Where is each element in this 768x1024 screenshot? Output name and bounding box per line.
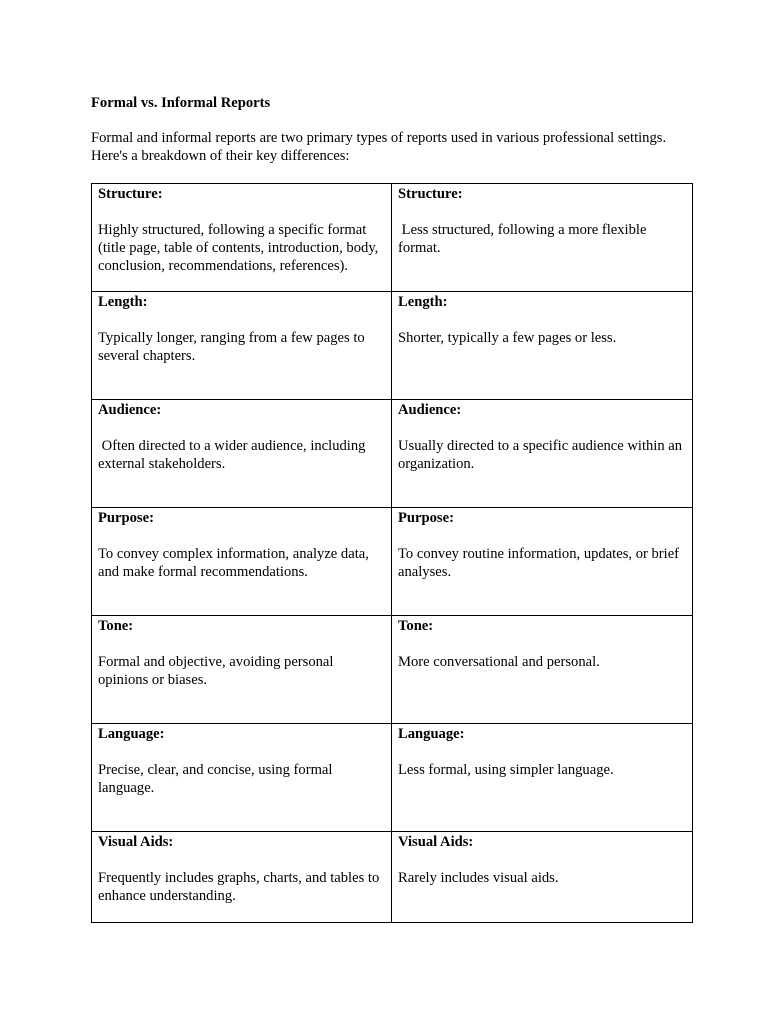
cell-heading: Purpose: bbox=[398, 510, 454, 526]
intro-paragraph: Formal and informal reports are two primary types of reports used in various professional settings. Here's a breakdown of their key differences: bbox=[91, 130, 667, 164]
cell-heading: Length: bbox=[398, 294, 448, 310]
cell-text: More conversational and personal. bbox=[398, 654, 600, 670]
cell-heading: Visual Aids: bbox=[98, 834, 174, 850]
formal-cell bbox=[92, 724, 392, 832]
cell-heading: Tone: bbox=[398, 618, 434, 634]
cell-text: Frequently includes graphs, charts, and tables to enhance understanding. bbox=[98, 870, 383, 904]
cell-text: To convey routine information, updates, or brief analyses. bbox=[398, 546, 683, 580]
cell-heading: Tone: bbox=[98, 618, 134, 634]
formal-cell bbox=[92, 508, 392, 616]
formal-cell bbox=[92, 400, 392, 508]
table-row-purpose bbox=[92, 508, 693, 616]
cell-text: Often directed to a wider audience, including external stakeholders. bbox=[98, 438, 370, 472]
cell-heading: Audience: bbox=[398, 402, 462, 418]
informal-cell bbox=[392, 400, 693, 508]
table-row-structure bbox=[92, 184, 693, 292]
table-row-audience bbox=[92, 400, 693, 508]
comparison-table bbox=[91, 183, 693, 923]
cell-text: Typically longer, ranging from a few pages to several chapters. bbox=[98, 330, 369, 364]
formal-cell bbox=[92, 292, 392, 400]
cell-heading: Visual Aids: bbox=[398, 834, 474, 850]
informal-cell bbox=[392, 724, 693, 832]
cell-heading: Structure: bbox=[98, 186, 163, 202]
table-row-length bbox=[92, 292, 693, 400]
informal-cell bbox=[392, 616, 693, 724]
cell-text: Less formal, using simpler language. bbox=[398, 762, 614, 778]
table-row-tone bbox=[92, 616, 693, 724]
cell-heading: Length: bbox=[98, 294, 148, 310]
cell-text: To convey complex information, analyze data, and make formal recommendations. bbox=[98, 546, 373, 580]
formal-cell bbox=[92, 832, 392, 923]
cell-heading: Audience: bbox=[98, 402, 162, 418]
cell-text: Highly structured, following a specific format (title page, table of contents, introduction, body, conclusion, recommendations, references). bbox=[98, 222, 382, 274]
table-row-visual-aids bbox=[92, 832, 693, 923]
informal-cell bbox=[392, 184, 693, 292]
formal-cell bbox=[92, 616, 392, 724]
table-row-language bbox=[92, 724, 693, 832]
cell-text: Less structured, following a more flexible format. bbox=[398, 222, 651, 256]
cell-heading: Language: bbox=[398, 726, 465, 742]
cell-text: Rarely includes visual aids. bbox=[398, 870, 559, 886]
cell-heading: Language: bbox=[98, 726, 165, 742]
document-title: Formal vs. Informal Reports bbox=[91, 95, 271, 111]
cell-heading: Purpose: bbox=[98, 510, 154, 526]
informal-cell bbox=[392, 832, 693, 923]
formal-cell bbox=[92, 184, 392, 292]
cell-text: Formal and objective, avoiding personal opinions or biases. bbox=[98, 654, 338, 688]
cell-text: Usually directed to a specific audience within an organization. bbox=[398, 438, 686, 472]
informal-cell bbox=[392, 292, 693, 400]
informal-cell bbox=[392, 508, 693, 616]
cell-text: Precise, clear, and concise, using formal language. bbox=[98, 762, 337, 796]
cell-heading: Structure: bbox=[398, 186, 463, 202]
cell-text: Shorter, typically a few pages or less. bbox=[398, 330, 617, 346]
